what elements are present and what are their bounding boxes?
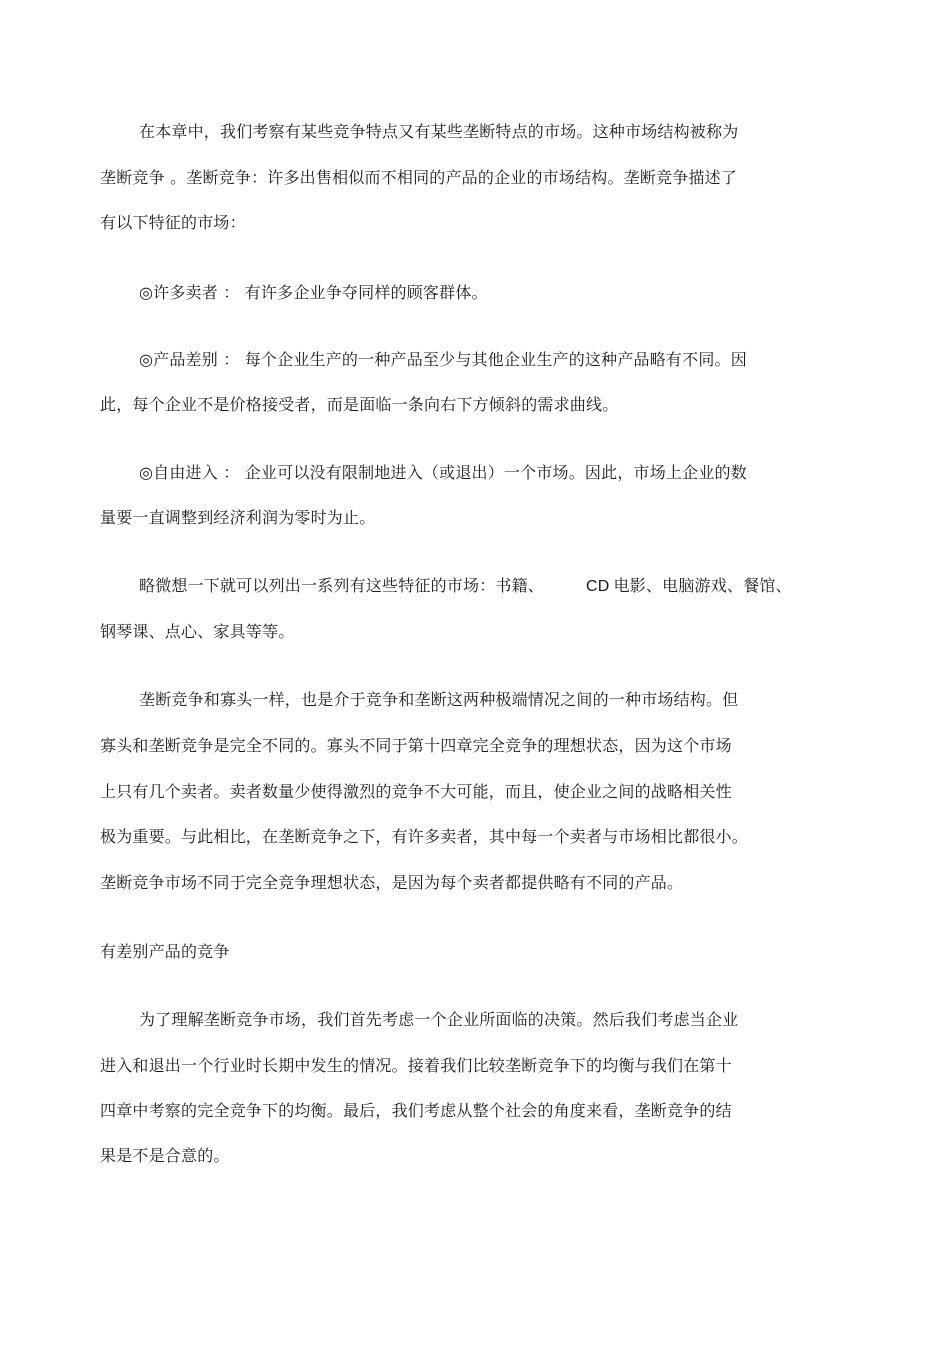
paragraph-line: 钢琴课、点心、家具等等。: [100, 622, 295, 641]
paragraph-line: 垄断竞争 。垄断竞争：许多出售相似而不相同的产品的企业的市场结构。垄断竞争描述了: [100, 168, 738, 187]
paragraph-line: 上只有几个卖者。卖者数量少使得激烈的竞争不大可能，而且，使企业之间的战略相关性: [100, 782, 732, 801]
paragraph-line: 为了理解垄断竞争市场，我们首先考虑一个企业所面临的决策。然后我们考虑当企业: [139, 1010, 739, 1029]
paragraph-line: 此，每个企业不是价格接受者，而是面临一条向右下方倾斜的需求曲线。: [100, 395, 619, 414]
bullet-line: ◎产品差别 ： 每个企业生产的一种产品至少与其他企业生产的这种产品略有不同。因: [139, 350, 747, 369]
bullet-line: ◎自由进入 ： 企业可以没有限制地进入（或退出）一个市场。因此，市场上企业的数: [139, 463, 747, 482]
paragraph-line: 极为重要。与此相比，在垄断竞争之下，有许多卖者，其中每一个卖者与市场相比都很小。: [100, 827, 749, 846]
paragraph-line: 量要一直调整到经济利润为零时为止。: [100, 508, 376, 527]
paragraph-line: 垄断竞争市场不同于完全竞争理想状态，是因为每个卖者都提供略有不同的产品。: [100, 873, 684, 892]
paragraph-line: 有以下特征的市场：: [100, 213, 246, 232]
paragraph-line: 四章中考察的完全竞争下的均衡。最后，我们考虑从整个社会的角度来看，垄断竞争的结: [100, 1101, 732, 1120]
text-segment: 略微想一下就可以列出一系列有这些特征的市场：书籍、: [139, 576, 545, 595]
paragraph-line: [139, 576, 792, 597]
paragraph-line: 在本章中，我们考察有某些竞争特点又有某些垄断特点的市场。这种市场结构被称为: [139, 122, 739, 141]
paragraph-line: 垄断竞争和寡头一样，也是介于竞争和垄断这两种极端情况之间的一种市场结构。但: [139, 690, 739, 709]
bullet-line: ◎许多卖者 ： 有许多企业争夺同样的顾客群体。: [139, 283, 488, 302]
paragraph-line: 进入和退出一个行业时长期中发生的情况。接着我们比较垄断竞争下的均衡与我们在第十: [100, 1056, 732, 1075]
text-segment: 电影、电脑游戏、餐馆、: [613, 576, 792, 595]
section-heading: 有差别产品的竞争: [100, 942, 230, 961]
text-segment: CD: [586, 578, 610, 595]
paragraph-line: 寡头和垄断竞争是完全不同的。寡头不同于第十四章完全竞争的理想状态，因为这个市场: [100, 736, 732, 755]
paragraph-line: 果是不是合意的。: [100, 1146, 230, 1165]
